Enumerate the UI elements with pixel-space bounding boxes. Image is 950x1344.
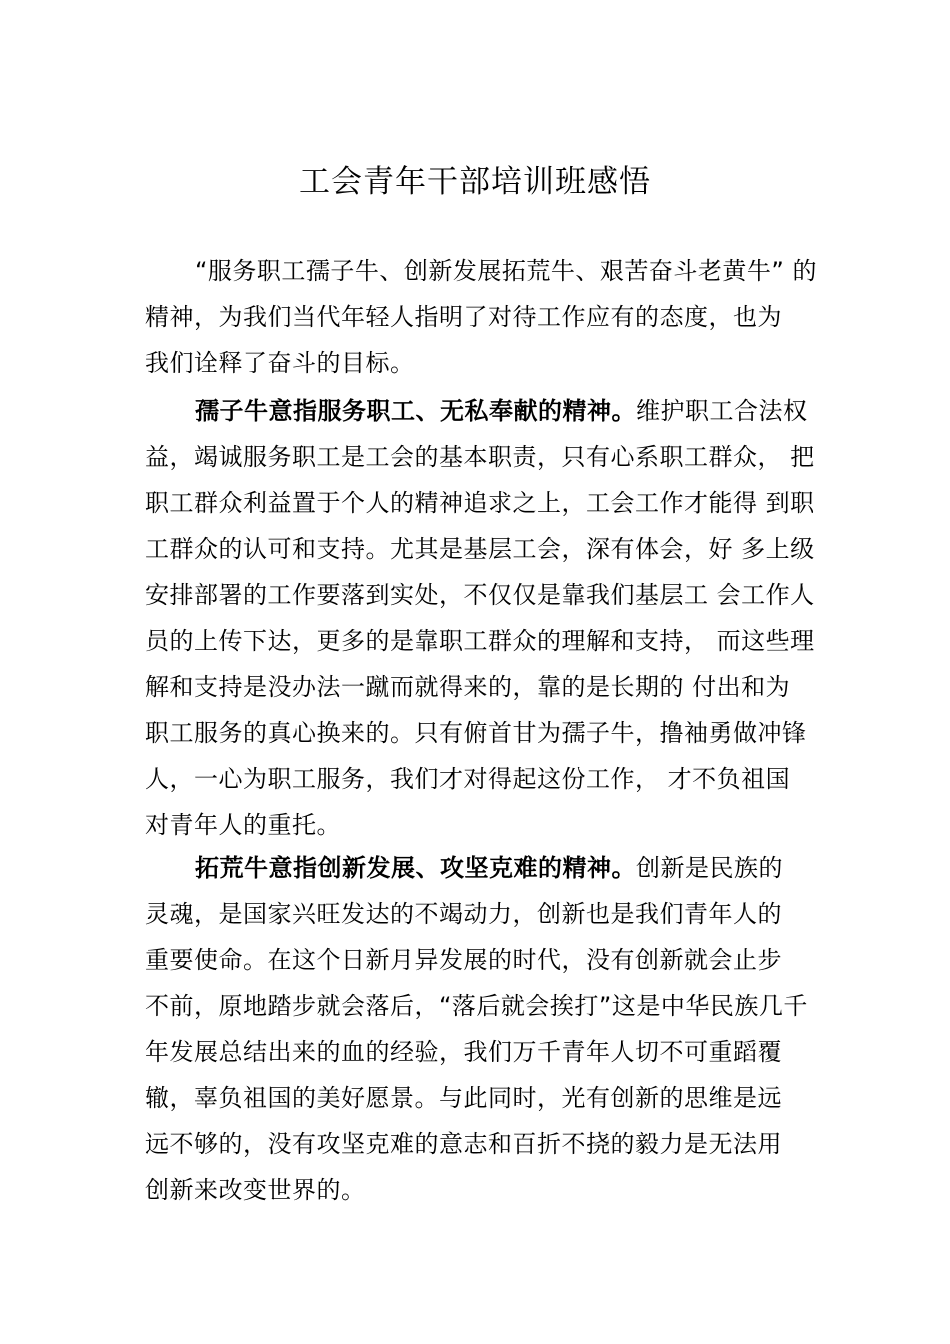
text-line: 安排部署的工作要落到实处，不仅仅是靠我们基层工 会工作人 bbox=[145, 581, 815, 609]
text-line: 精神，为我们当代年轻人指明了对待工作应有的态度，也为 bbox=[145, 303, 782, 331]
paragraph-heading: 孺子牛意指服务职工、无私奉献的精神。 bbox=[195, 397, 636, 425]
text-line: 职工服务的真心换来的。只有俯首甘为孺子牛，撸袖勇做冲锋 bbox=[145, 719, 807, 747]
text-line: 益，竭诚服务职工是工会的基本职责，只有心系职工群众， 把 bbox=[145, 443, 815, 471]
text-line bbox=[195, 394, 808, 428]
text-segment: 维护职工合法权 bbox=[636, 397, 808, 425]
text-line: 年发展总结出来的血的经验，我们万千青年人切不可重蹈覆 bbox=[145, 1038, 782, 1066]
document-title: 工会青年干部培训班感悟 bbox=[299, 164, 651, 200]
text-line: “服务职工孺子牛、创新发展拓荒牛、艰苦奋斗老黄牛” 的 bbox=[195, 257, 817, 285]
text-line: 对青年人的重托。 bbox=[145, 811, 341, 839]
paragraph-heading: 拓荒牛意指创新发展、攻坚克难的精神。 bbox=[195, 854, 636, 882]
text-line: 远不够的，没有攻坚克难的意志和百折不挠的毅力是无法用 bbox=[145, 1130, 782, 1158]
text-line: 员的上传下达，更多的是靠职工群众的理解和支持， 而这些理 bbox=[145, 627, 815, 655]
text-line: 灵魂，是国家兴旺发达的不竭动力，创新也是我们青年人的 bbox=[145, 900, 782, 928]
text-line: 人，一心为职工服务，我们才对得起这份工作， 才不负祖国 bbox=[145, 765, 791, 793]
text-line bbox=[195, 851, 783, 885]
text-line: 工群众的认可和支持。尤其是基层工会，深有体会，好 多上级 bbox=[145, 535, 815, 563]
text-line: 职工群众利益置于个人的精神追求之上，工会工作才能得 到职 bbox=[145, 489, 815, 517]
text-line: 重要使命。在这个日新月异发展的时代，没有创新就会止步 bbox=[145, 946, 782, 974]
text-line: 我们诠释了奋斗的目标。 bbox=[145, 349, 415, 377]
text-line: 辙，辜负祖国的美好愿景。与此同时，光有创新的思维是远 bbox=[145, 1084, 782, 1112]
text-line: 创新来改变世界的。 bbox=[145, 1176, 366, 1204]
text-segment: 创新是民族的 bbox=[636, 854, 783, 882]
text-line: 不前，原地踏步就会落后，“落后就会挨打”这是中华民族几千 bbox=[145, 992, 808, 1020]
text-line: 解和支持是没办法一蹴而就得来的，靠的是长期的 付出和为 bbox=[145, 673, 791, 701]
